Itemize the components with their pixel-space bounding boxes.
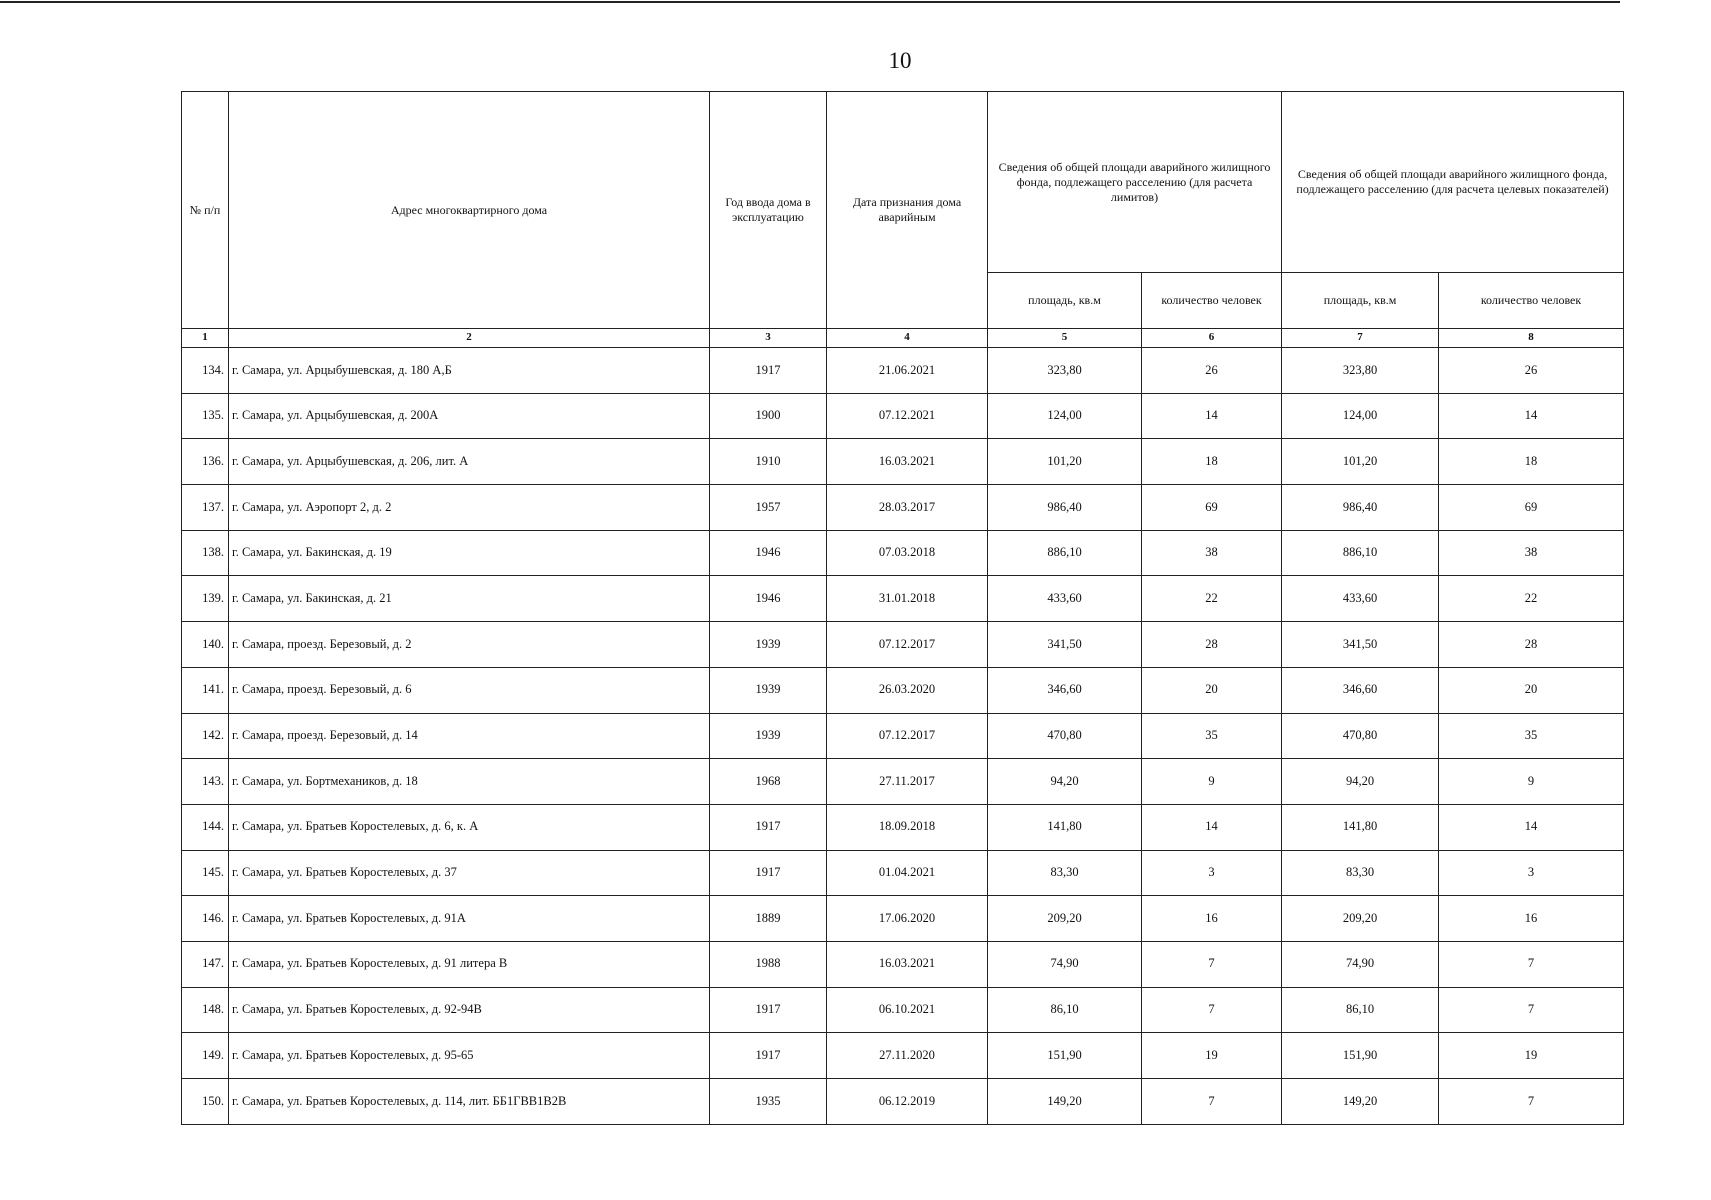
cell-address: г. Самара, ул. Братьев Коростелевых, д. 37 — [229, 850, 710, 896]
cell-people-limits: 22 — [1142, 576, 1282, 622]
cell-address: г. Самара, ул. Арцыбушевская, д. 206, лит. А — [229, 439, 710, 485]
cell-year: 1917 — [710, 987, 827, 1033]
cell-row-number: 145. — [182, 850, 229, 896]
top-border-line — [0, 1, 1620, 3]
cell-area-limits: 323,80 — [988, 348, 1142, 394]
cell-people-limits: 35 — [1142, 713, 1282, 759]
cell-people-limits: 26 — [1142, 348, 1282, 394]
page-number: 10 — [888, 48, 912, 73]
cell-people-targets: 16 — [1439, 896, 1624, 942]
cell-area-targets: 209,20 — [1282, 896, 1439, 942]
cell-date: 06.10.2021 — [827, 987, 988, 1033]
cell-year: 1957 — [710, 485, 827, 531]
cell-row-number: 134. — [182, 348, 229, 394]
header-people-limits: количество человек — [1142, 273, 1282, 329]
cell-area-limits: 470,80 — [988, 713, 1142, 759]
cell-date: 21.06.2021 — [827, 348, 988, 394]
cell-address: г. Самара, ул. Братьев Коростелевых, д. 92-94В — [229, 987, 710, 1033]
cell-area-limits: 886,10 — [988, 530, 1142, 576]
cell-people-limits: 7 — [1142, 1079, 1282, 1125]
header-num: № п/п — [182, 92, 229, 329]
cell-area-targets: 151,90 — [1282, 1033, 1439, 1079]
cell-date: 07.03.2018 — [827, 530, 988, 576]
table-row — [182, 896, 1624, 942]
cell-people-targets: 20 — [1439, 667, 1624, 713]
cell-area-targets: 433,60 — [1282, 576, 1439, 622]
cell-row-number: 143. — [182, 759, 229, 805]
cell-area-targets: 341,50 — [1282, 622, 1439, 668]
cell-area-limits: 124,00 — [988, 393, 1142, 439]
cell-row-number: 147. — [182, 941, 229, 987]
cell-date: 07.12.2017 — [827, 713, 988, 759]
cell-area-targets: 83,30 — [1282, 850, 1439, 896]
cell-people-targets: 69 — [1439, 485, 1624, 531]
cell-date: 07.12.2017 — [827, 622, 988, 668]
cell-area-targets: 101,20 — [1282, 439, 1439, 485]
table-row — [182, 622, 1624, 668]
cell-area-limits: 986,40 — [988, 485, 1142, 531]
cell-people-limits: 14 — [1142, 804, 1282, 850]
cell-people-limits: 14 — [1142, 393, 1282, 439]
cell-year: 1917 — [710, 850, 827, 896]
cell-area-limits: 86,10 — [988, 987, 1142, 1033]
cell-address: г. Самара, ул. Аэропорт 2, д. 2 — [229, 485, 710, 531]
cell-row-number: 141. — [182, 667, 229, 713]
cell-area-limits: 94,20 — [988, 759, 1142, 805]
cell-address: г. Самара, ул. Бортмехаников, д. 18 — [229, 759, 710, 805]
cell-area-targets: 149,20 — [1282, 1079, 1439, 1125]
cell-area-limits: 149,20 — [988, 1079, 1142, 1125]
cell-date: 31.01.2018 — [827, 576, 988, 622]
cell-address: г. Самара, ул. Бакинская, д. 21 — [229, 576, 710, 622]
cell-address: г. Самара, ул. Арцыбушевская, д. 200А — [229, 393, 710, 439]
header-area-limits: площадь, кв.м — [988, 273, 1142, 329]
cell-address: г. Самара, ул. Братьев Коростелевых, д. 91 литера В — [229, 941, 710, 987]
cell-year: 1988 — [710, 941, 827, 987]
cell-date: 16.03.2021 — [827, 439, 988, 485]
cell-people-targets: 19 — [1439, 1033, 1624, 1079]
table-row — [182, 667, 1624, 713]
cell-people-targets: 22 — [1439, 576, 1624, 622]
cell-address: г. Самара, ул. Арцыбушевская, д. 180 А,Б — [229, 348, 710, 394]
header-date: Дата признания дома аварийным — [827, 92, 988, 329]
cell-year: 1935 — [710, 1079, 827, 1125]
table-row — [182, 987, 1624, 1033]
cell-people-limits: 69 — [1142, 485, 1282, 531]
cell-area-targets: 94,20 — [1282, 759, 1439, 805]
cell-people-targets: 35 — [1439, 713, 1624, 759]
cell-address: г. Самара, ул. Бакинская, д. 19 — [229, 530, 710, 576]
cell-year: 1939 — [710, 713, 827, 759]
housing-table — [181, 91, 1624, 1125]
cell-row-number: 139. — [182, 576, 229, 622]
cell-year: 1946 — [710, 576, 827, 622]
cell-people-limits: 16 — [1142, 896, 1282, 942]
cell-row-number: 142. — [182, 713, 229, 759]
cell-row-number: 136. — [182, 439, 229, 485]
cell-people-limits: 7 — [1142, 987, 1282, 1033]
cell-area-targets: 124,00 — [1282, 393, 1439, 439]
cell-people-limits: 28 — [1142, 622, 1282, 668]
table-row — [182, 530, 1624, 576]
cell-area-targets: 86,10 — [1282, 987, 1439, 1033]
header-group-limits: Сведения об общей площади аварийного жилищного фонда, подлежащего расселению (для расчета лимитов) — [988, 92, 1282, 273]
cell-people-limits: 3 — [1142, 850, 1282, 896]
cell-people-limits: 20 — [1142, 667, 1282, 713]
cell-people-limits: 19 — [1142, 1033, 1282, 1079]
cell-people-limits: 38 — [1142, 530, 1282, 576]
cell-year: 1939 — [710, 667, 827, 713]
cell-people-limits: 18 — [1142, 439, 1282, 485]
cell-area-limits: 101,20 — [988, 439, 1142, 485]
cell-address: г. Самара, проезд. Березовый, д. 14 — [229, 713, 710, 759]
cell-row-number: 135. — [182, 393, 229, 439]
cell-people-targets: 9 — [1439, 759, 1624, 805]
header-people-targets: количество человек — [1439, 273, 1624, 329]
cell-people-targets: 7 — [1439, 1079, 1624, 1125]
cell-date: 16.03.2021 — [827, 941, 988, 987]
cell-date: 27.11.2020 — [827, 1033, 988, 1079]
cell-date: 26.03.2020 — [827, 667, 988, 713]
cell-date: 06.12.2019 — [827, 1079, 988, 1125]
table-row — [182, 485, 1624, 531]
table-row — [182, 393, 1624, 439]
header-area-targets: площадь, кв.м — [1282, 273, 1439, 329]
cell-people-targets: 26 — [1439, 348, 1624, 394]
cell-row-number: 146. — [182, 896, 229, 942]
cell-year: 1939 — [710, 622, 827, 668]
cell-row-number: 137. — [182, 485, 229, 531]
cell-people-targets: 18 — [1439, 439, 1624, 485]
header-year: Год ввода дома в эксплуатацию — [710, 92, 827, 329]
cell-area-targets: 323,80 — [1282, 348, 1439, 394]
cell-area-targets: 141,80 — [1282, 804, 1439, 850]
cell-row-number: 140. — [182, 622, 229, 668]
cell-year: 1900 — [710, 393, 827, 439]
cell-people-targets: 7 — [1439, 941, 1624, 987]
cell-year: 1917 — [710, 1033, 827, 1079]
cell-address: г. Самара, проезд. Березовый, д. 2 — [229, 622, 710, 668]
header-address: Адрес многоквартирного дома — [229, 92, 710, 329]
cell-people-targets: 28 — [1439, 622, 1624, 668]
cell-date: 07.12.2021 — [827, 393, 988, 439]
column-number: 1 — [182, 329, 229, 348]
column-number: 2 — [229, 329, 710, 348]
cell-area-targets: 886,10 — [1282, 530, 1439, 576]
cell-year: 1946 — [710, 530, 827, 576]
cell-area-limits: 433,60 — [988, 576, 1142, 622]
cell-people-targets: 7 — [1439, 987, 1624, 1033]
cell-address: г. Самара, ул. Братьев Коростелевых, д. 91А — [229, 896, 710, 942]
cell-area-limits: 341,50 — [988, 622, 1142, 668]
cell-date: 28.03.2017 — [827, 485, 988, 531]
table-row — [182, 348, 1624, 394]
column-number: 7 — [1282, 329, 1439, 348]
cell-address: г. Самара, ул. Братьев Коростелевых, д. 95-65 — [229, 1033, 710, 1079]
cell-area-limits: 346,60 — [988, 667, 1142, 713]
cell-date: 18.09.2018 — [827, 804, 988, 850]
cell-area-targets: 986,40 — [1282, 485, 1439, 531]
cell-people-limits: 7 — [1142, 941, 1282, 987]
cell-year: 1968 — [710, 759, 827, 805]
column-number: 5 — [988, 329, 1142, 348]
cell-people-targets: 38 — [1439, 530, 1624, 576]
cell-row-number: 144. — [182, 804, 229, 850]
table-row — [182, 1033, 1624, 1079]
table-row — [182, 1079, 1624, 1125]
table-row — [182, 439, 1624, 485]
cell-row-number: 150. — [182, 1079, 229, 1125]
cell-area-targets: 74,90 — [1282, 941, 1439, 987]
table-row — [182, 804, 1624, 850]
header-group-targets: Сведения об общей площади аварийного жилищного фонда, подлежащего расселению (для расчета целевых показателей) — [1282, 92, 1624, 273]
cell-people-targets: 14 — [1439, 804, 1624, 850]
cell-area-limits: 209,20 — [988, 896, 1142, 942]
cell-row-number: 138. — [182, 530, 229, 576]
cell-date: 01.04.2021 — [827, 850, 988, 896]
cell-year: 1917 — [710, 348, 827, 394]
table-row — [182, 759, 1624, 805]
cell-row-number: 148. — [182, 987, 229, 1033]
cell-year: 1917 — [710, 804, 827, 850]
cell-year: 1910 — [710, 439, 827, 485]
cell-people-limits: 9 — [1142, 759, 1282, 805]
cell-date: 17.06.2020 — [827, 896, 988, 942]
cell-date: 27.11.2017 — [827, 759, 988, 805]
cell-area-limits: 83,30 — [988, 850, 1142, 896]
cell-area-limits: 151,90 — [988, 1033, 1142, 1079]
cell-address: г. Самара, ул. Братьев Коростелевых, д. 114, лит. ББ1ГВВ1В2В — [229, 1079, 710, 1125]
cell-area-limits: 141,80 — [988, 804, 1142, 850]
cell-people-targets: 14 — [1439, 393, 1624, 439]
table-row — [182, 941, 1624, 987]
table-body — [182, 348, 1624, 1125]
table-row — [182, 713, 1624, 759]
table-row — [182, 850, 1624, 896]
column-number: 4 — [827, 329, 988, 348]
cell-address: г. Самара, ул. Братьев Коростелевых, д. 6, к. А — [229, 804, 710, 850]
cell-people-targets: 3 — [1439, 850, 1624, 896]
column-number-row — [182, 329, 1624, 348]
column-number: 8 — [1439, 329, 1624, 348]
cell-row-number: 149. — [182, 1033, 229, 1079]
column-number: 3 — [710, 329, 827, 348]
cell-area-targets: 346,60 — [1282, 667, 1439, 713]
cell-area-targets: 470,80 — [1282, 713, 1439, 759]
table-row — [182, 576, 1624, 622]
cell-area-limits: 74,90 — [988, 941, 1142, 987]
cell-year: 1889 — [710, 896, 827, 942]
cell-address: г. Самара, проезд. Березовый, д. 6 — [229, 667, 710, 713]
column-number: 6 — [1142, 329, 1282, 348]
